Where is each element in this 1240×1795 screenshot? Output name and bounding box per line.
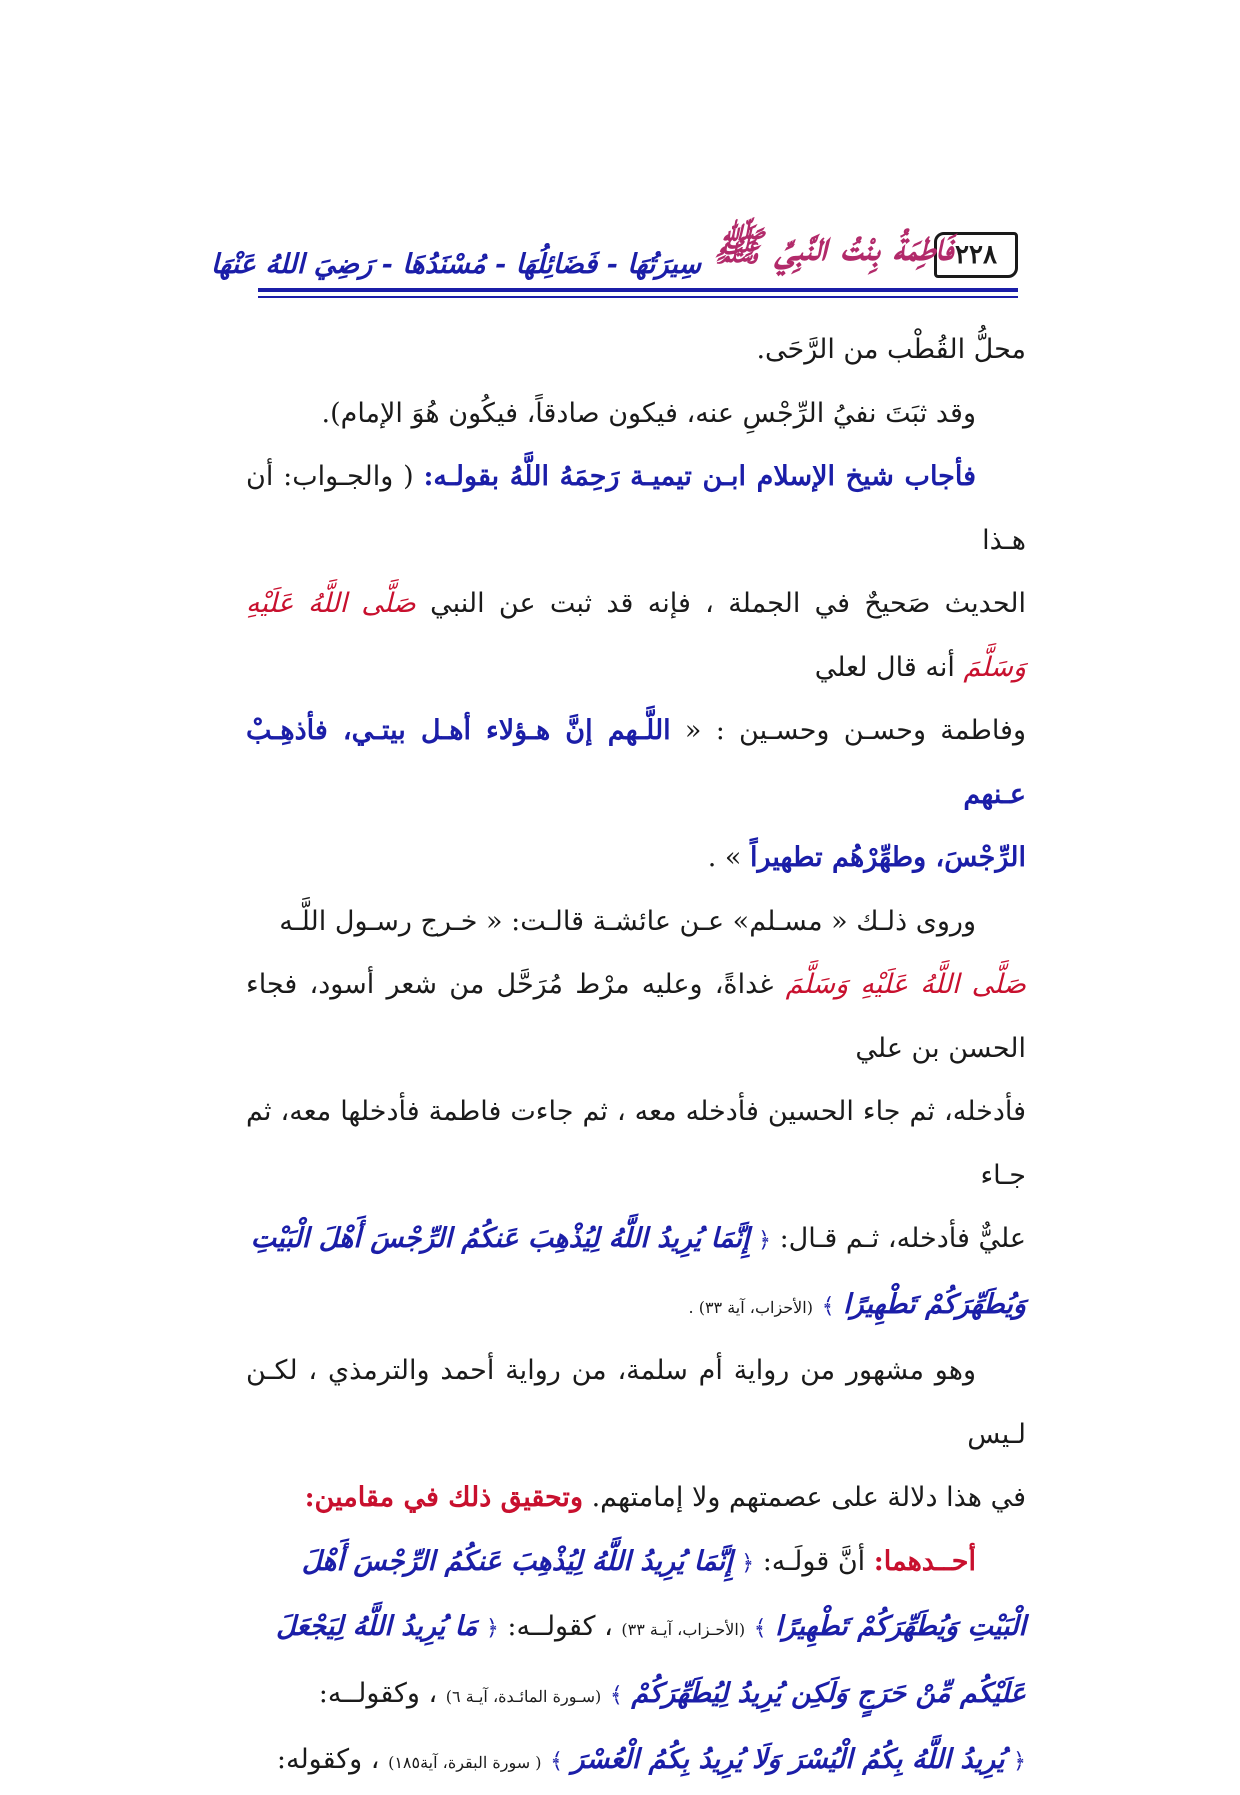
verse-reference: (الأحـزاب، آيـة ٣٣)	[621, 1620, 746, 1639]
text-span: عليٌّ فأدخله، ثـم قـال:	[770, 1223, 1026, 1254]
header-rule	[258, 288, 1018, 292]
honorific: صَلَّى اللَّهُ عَلَيْهِ وَسَلَّمَ	[246, 588, 1026, 683]
quran-verse: عَلَيْكُم مِّنْ حَرَجٍ وَلَكِن يُرِيدُ لِيُطَهِّرَكُمْ	[631, 1677, 1026, 1709]
quran-verse: الْبَيْتِ وَيُطَهِّرَكُمْ تَطْهِيرًا	[775, 1611, 1026, 1642]
quran-bracket-open: ﴿	[758, 1228, 771, 1253]
text-span: وفاطمة وحسـن وحسـين : «	[670, 715, 1026, 746]
highlighted-text: فأجاب شيخ الإسلام ابـن تيميـة رَحِمَهُ اللَّهُ بقولـه:	[423, 461, 976, 492]
paragraph-line	[246, 318, 1026, 382]
header-rule-thin	[258, 296, 1018, 298]
body-text	[246, 318, 1026, 1795]
quran-bracket-close: ﴾	[753, 1616, 767, 1641]
quran-bracket-open: ﴿	[485, 1616, 499, 1641]
running-title	[210, 202, 954, 280]
section-heading: وتحقيق ذلك في مقامين:	[304, 1482, 583, 1513]
quran-verse: مَا يُرِيدُ اللَّهُ لِيَجْعَلَ	[275, 1611, 478, 1642]
text-span: أنَّ قولَـه:	[754, 1545, 874, 1577]
text-span: وروى ذلـك « مسـلم» عـن عائشـة قالـت: « خـرج رسـول اللَّـه	[279, 905, 976, 937]
paragraph	[246, 1530, 1026, 1795]
quran-bracket-close: ﴾	[821, 1293, 835, 1319]
paragraph	[246, 1339, 1026, 1530]
text-span: فأدخله، ثم جاء الحسين فأدخله معه ، ثم جاءت فاطمة فأدخلها معه، ثم جـاء	[246, 1096, 1026, 1191]
hadith-text: الرِّجْسَ، وطهِّرْهُم تطهيراً	[750, 842, 1026, 873]
text-span: ، كقولــه:	[498, 1611, 622, 1642]
quran-bracket-close: ﴾	[550, 1749, 563, 1774]
paragraph	[246, 890, 1026, 1340]
quran-bracket-open: ﴿	[1013, 1749, 1026, 1774]
quran-bracket-open: ﴿	[741, 1550, 755, 1576]
page-number: ٢٢٨	[934, 232, 1018, 278]
text-span: ( والجـواب: أن هـذا	[246, 461, 1026, 556]
quran-verse: إِنَّمَا يُرِيدُ اللَّهُ لِيُذْهِبَ عَنكُمُ الرِّجْسَ أَهْلَ	[301, 1545, 733, 1577]
verse-reference: (الأحزاب، آية ٣٣) .	[688, 1297, 813, 1317]
quran-verse: يُرِيدُ اللَّهُ بِكُمُ الْيُسْرَ وَلَا يُرِيدُ بِكُمُ الْعُسْرَ	[571, 1744, 1005, 1775]
text-span: في هذا دلالة على عصمتهم ولا إمامتهم.	[582, 1482, 1026, 1513]
text-span: الحديث صَحيحٌ في الجملة ، فإنه قد ثبت عن النبي	[415, 588, 1026, 619]
text-span: أنه قال لعلي	[814, 651, 964, 683]
section-label: أحــدهما:	[873, 1545, 976, 1577]
text-span: ، وكقوله:	[276, 1744, 389, 1775]
verse-reference: ( سورة البقرة، آية١٨٥)	[388, 1753, 542, 1772]
text-span: » .	[707, 842, 750, 873]
book-title: فَاطِمَةُ بِنْتُ النَّبِيِّ ﷺ	[713, 223, 954, 270]
quran-verse: وَيُطَهِّرَكُمْ تَطْهِيرًا	[843, 1288, 1026, 1320]
text-span: غداةً، وعليه مرْط مُرَحَّل من شعر أسود، فجاء الحسن بن علي	[246, 969, 1026, 1064]
hadith-text: اللَّـهم إنَّ هـؤلاء أهـل بيتـي، فأذهِـبْ عـنهم	[246, 715, 1026, 810]
quran-verse: إِنَّمَا يُرِيدُ اللَّهُ لِيُذْهِبَ عَنكُمُ الرِّجْسَ أَهْلَ الْبَيْتِ	[250, 1223, 750, 1254]
verse-reference: (سـورة المائـدة، آيـة ٦)	[445, 1686, 602, 1706]
book-subtitle: سِيرَتُهَا - فَضَائِلُهَا - مُسْنَدُهَا - رَضِيَ اللهُ عَنْهَا	[210, 249, 702, 280]
paragraph	[246, 445, 1026, 890]
text-span: وهو مشهور من رواية أم سلمة، من رواية أحمد والترمذي ، لكـن لـيس	[246, 1355, 1026, 1450]
text-line: محلُّ القُطْب من الرَّحَى.	[756, 334, 1026, 365]
page-header	[210, 202, 1018, 294]
honorific: صَلَّى اللَّهُ عَلَيْهِ وَسَلَّمَ	[785, 969, 1027, 1000]
text-span: ، وكقولــه:	[318, 1677, 446, 1709]
paragraph	[246, 382, 1026, 446]
text-line: وقد ثبَتَ نفيُ الرِّجْسِ عنه، فيكون صادقاً، فيكُون هُوَ الإمام).	[321, 397, 976, 429]
quran-bracket-close: ﴾	[609, 1682, 623, 1708]
